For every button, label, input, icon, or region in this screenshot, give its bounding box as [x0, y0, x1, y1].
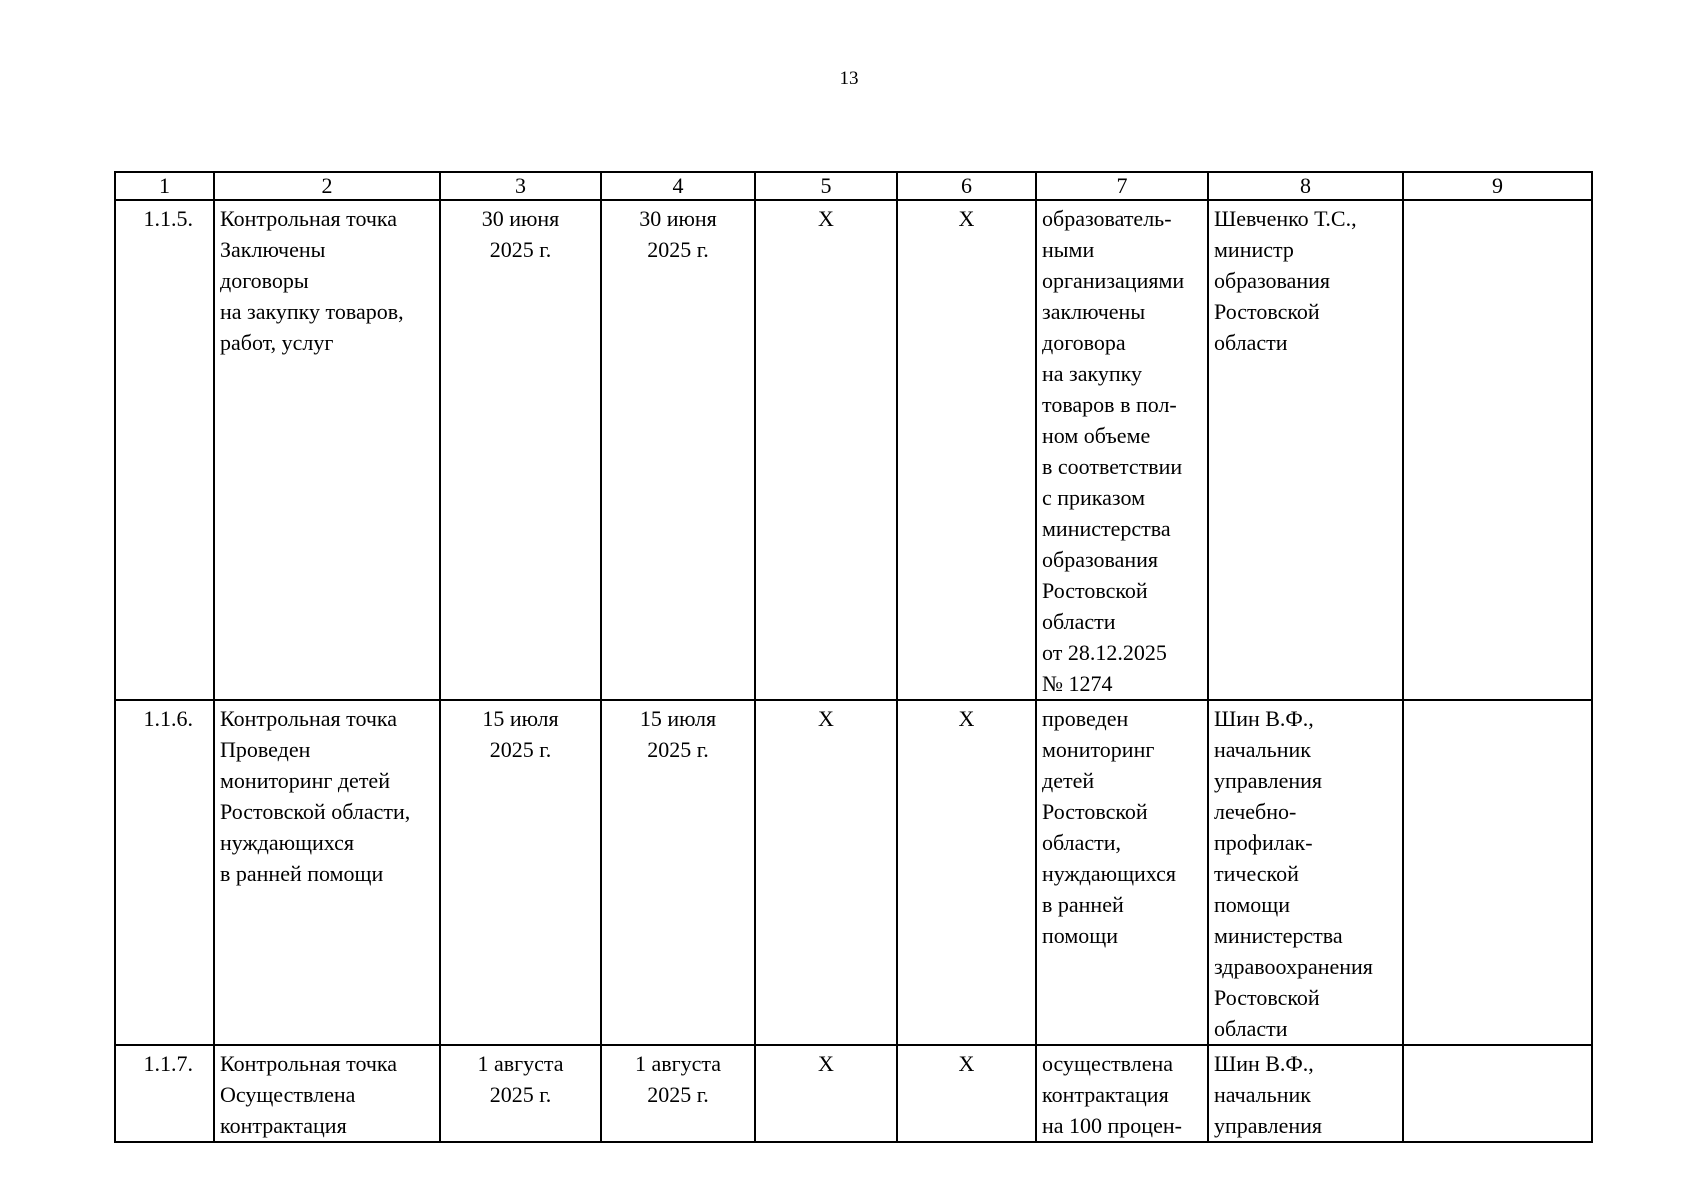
event-name: Контрольная точка Проведен мониторинг детей Ростовской области, нуждающихся в ранней помощи	[214, 700, 440, 1045]
start-date: 15 июля 2025 г.	[440, 700, 601, 1045]
end-date: 15 июля 2025 г.	[601, 700, 755, 1045]
column-header: 2	[214, 172, 440, 200]
event-name: Контрольная точка Заключены договоры на закупку товаров, работ, услуг	[214, 200, 440, 700]
column-header: 3	[440, 172, 601, 200]
end-date: 30 июня 2025 г.	[601, 200, 755, 700]
column-9-value	[1403, 700, 1592, 1045]
column-9-value	[1403, 200, 1592, 700]
column-6-value: Х	[897, 1045, 1036, 1142]
end-date: 1 августа 2025 г.	[601, 1045, 755, 1142]
result-description: образователь- ными организациями заключены договора на закупку товаров в пол- ном объеме в соответствии с приказом министерства образования Ростовской области от 28.12.2025 № 1274	[1036, 200, 1208, 700]
table-row	[115, 700, 1592, 1045]
start-date: 30 июня 2025 г.	[440, 200, 601, 700]
result-description: проведен мониторинг детей Ростовской области, нуждающихся в ранней помощи	[1036, 700, 1208, 1045]
column-6-value: Х	[897, 200, 1036, 700]
responsible-person: Шин В.Ф., начальник управления лечебно- профилак- тической помощи министерства здравоохранения Ростовской области	[1208, 700, 1403, 1045]
table-row	[115, 200, 1592, 700]
header-row	[115, 172, 1592, 200]
column-header: 4	[601, 172, 755, 200]
column-5-value: Х	[755, 200, 897, 700]
column-header: 7	[1036, 172, 1208, 200]
start-date: 1 августа 2025 г.	[440, 1045, 601, 1142]
event-name: Контрольная точка Осуществлена контрактация	[214, 1045, 440, 1142]
column-header: 6	[897, 172, 1036, 200]
responsible-person: Шевченко Т.С., министр образования Ростовской области	[1208, 200, 1403, 700]
row-number: 1.1.6.	[115, 700, 214, 1045]
column-6-value: Х	[897, 700, 1036, 1045]
page-number: 13	[839, 68, 859, 89]
column-header: 1	[115, 172, 214, 200]
result-description: осуществлена контрактация на 100 процен-	[1036, 1045, 1208, 1142]
plan-table	[114, 171, 1593, 1143]
column-header: 9	[1403, 172, 1592, 200]
table-row	[115, 1045, 1592, 1142]
column-header: 5	[755, 172, 897, 200]
column-9-value	[1403, 1045, 1592, 1142]
responsible-person: Шин В.Ф., начальник управления	[1208, 1045, 1403, 1142]
column-5-value: Х	[755, 1045, 897, 1142]
column-header: 8	[1208, 172, 1403, 200]
row-number: 1.1.5.	[115, 200, 214, 700]
column-5-value: Х	[755, 700, 897, 1045]
row-number: 1.1.7.	[115, 1045, 214, 1142]
